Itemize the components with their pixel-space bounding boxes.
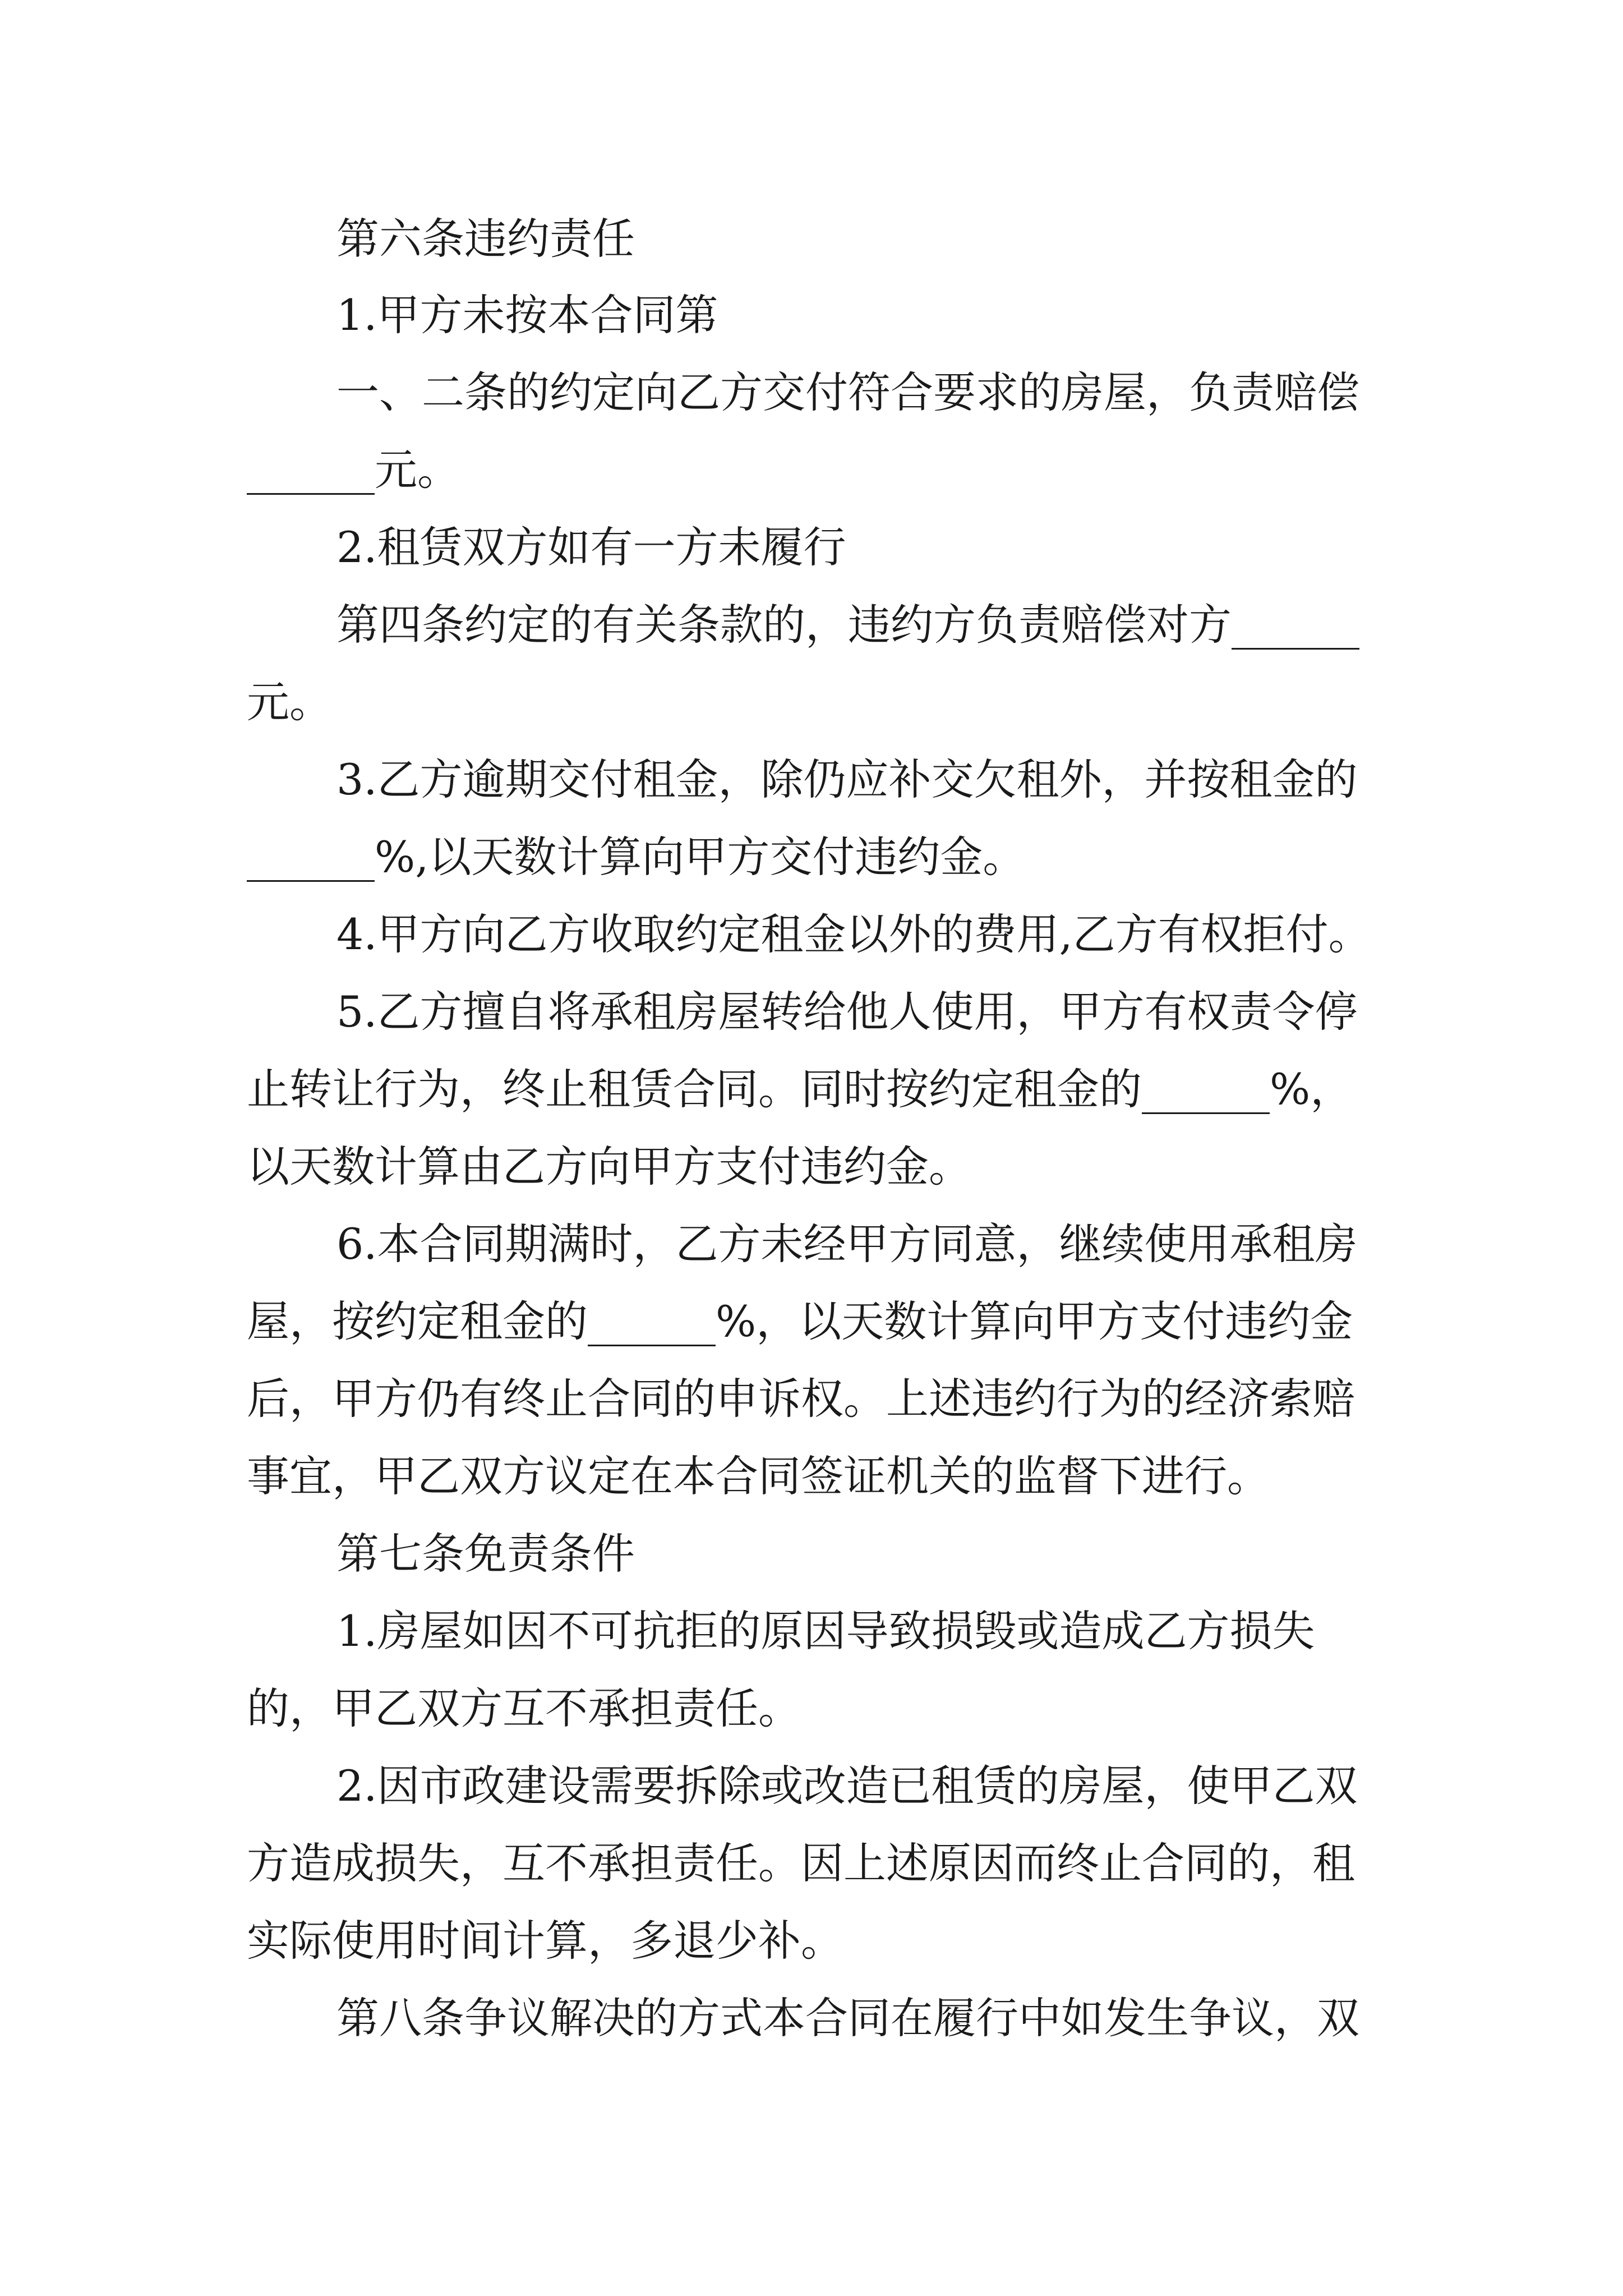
section-8-start: 第八条争议解决的方式本合同在履行中如发生争议，双	[336, 1993, 1359, 2043]
clause-6-2-line-2: 第四条约定的有关条款的，违约方负责赔偿对方______	[336, 600, 1359, 650]
clause-7-1-start: 1.房屋如因不可抗拒的原因导致损毁或造成乙方损失	[336, 1606, 1315, 1656]
clause-6-2-start: 2.租赁双方如有一方未履行	[336, 522, 846, 572]
section-7-heading: 第七条免责条件	[336, 1529, 635, 1579]
clause-6-3-line-2: ______%,以天数计算向甲方交付违约金。	[247, 832, 1026, 882]
clause-6-4: 4.甲方向乙方收取约定租金以外的费用,乙方有权拒付。	[336, 909, 1371, 959]
section-6-heading: 第六条违约责任	[336, 214, 635, 264]
clause-7-1-line-2: 的，甲乙双方互不承担责任。	[247, 1683, 801, 1733]
clause-6-3-start: 3.乙方逾期交付租金，除仍应补交欠租外，并按租金的	[336, 754, 1358, 804]
clause-6-5-line-2: 止转让行为，终止租赁合同。同时按约定租金的______%，	[247, 1064, 1353, 1114]
clause-6-1-start: 1.甲方未按本合同第	[336, 290, 718, 340]
clause-6-5-start: 5.乙方擅自将承租房屋转给他人使用，甲方有权责令停	[336, 987, 1358, 1037]
clause-7-2-line-2: 方造成损失，互不承担责任。因上述原因而终止合同的，租	[247, 1838, 1355, 1888]
clause-6-5-line-3: 以天数计算由乙方向甲方支付违约金。	[247, 1142, 971, 1191]
clause-7-2-start: 2.因市政建设需要拆除或改造已租赁的房屋，使甲乙双	[336, 1761, 1358, 1811]
clause-6-6-line-2: 屋，按约定租金的______%，以天数计算向甲方支付违约金	[247, 1296, 1353, 1346]
clause-7-2-line-3: 实际使用时间计算，多退少补。	[247, 1916, 843, 1966]
clause-6-1-line-3: ______元。	[247, 445, 460, 495]
clause-6-6-line-3: 后，甲方仍有终止合同的申诉权。上述违约行为的经济索赔	[247, 1374, 1355, 1424]
clause-6-2-line-3: 元。	[247, 677, 332, 727]
clause-6-6-start: 6.本合同期满时，乙方未经甲方同意，继续使用承租房	[336, 1219, 1358, 1269]
clause-6-6-line-4: 事宜，甲乙双方议定在本合同签证机关的监督下进行。	[247, 1451, 1270, 1501]
clause-6-1-line-2: 一、二条的约定向乙方交付符合要求的房屋，负责赔偿	[336, 367, 1359, 417]
